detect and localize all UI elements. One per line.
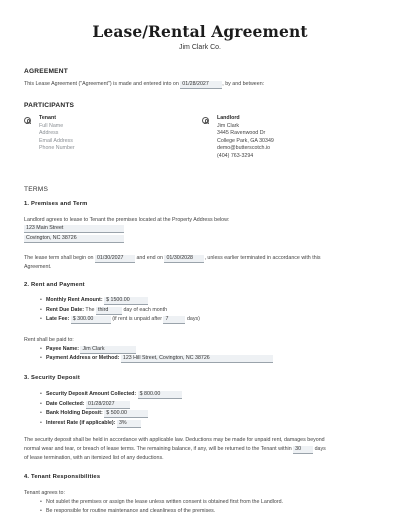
property-address-line1-row [24,225,124,233]
property-address-line2[interactable]: Covington, NC 38726 [24,235,124,243]
section-1-heading: 1. Premises and Term [24,201,88,207]
participants-heading: PARTICIPANTS [24,102,75,109]
payment-address-row: • Payment Address or Method: 123 Hill Street, Covington, NC 38726 [46,355,273,363]
landlord-name: Jim Clark [217,122,240,129]
tenant-full-name-field[interactable]: Full Name [39,122,64,129]
tenant-responsibility-item: • Be responsible for routine maintenance and cleanliness of the premises. [46,508,215,515]
tenant-address-field[interactable]: Address [39,130,59,136]
bank-deposit-field[interactable]: $ 500.00 [104,410,148,418]
lease-start-date-field[interactable]: 01/30/2027 [95,255,135,263]
date-collected-row: • Date Collected: 01/28/2027 [46,401,130,409]
section-4-heading: 4. Tenant Responsibilities [24,474,101,480]
deposit-amount-row: • Security Deposit Amount Collected: $ 800.00 [46,391,182,399]
interest-rate-row: • Interest Rate (if applicable): 3% [46,420,141,428]
document-title: Lease/Rental Agreement [92,22,308,41]
landlord-person-icon [202,117,209,124]
lease-term-end: Agreement. [24,263,52,270]
terms-heading: TERMS [24,186,49,193]
agreement-heading: AGREEMENT [24,68,68,75]
monthly-rent-row: • Monthly Rent Amount: $ 1500.00 [46,297,148,305]
payee-row: • Payee Name: Jim Clark [46,346,136,354]
return-days-field[interactable]: 30 [293,446,313,454]
agreement-text: This Lease Agreement ("Agreement") is made and entered into on 01/28/2027 , by and between: [24,81,265,87]
landlord-role: Landlord [217,115,240,121]
payee-name-field[interactable]: Jim Clark [80,346,136,354]
late-fee-days-field[interactable]: 7 [163,316,185,324]
late-fee-field[interactable]: $ 300.00 [71,316,111,324]
tenant-agrees-intro: Tenant agrees to: [24,490,65,496]
payment-address-field[interactable]: 123 Hill Street, Covington, NC 38726 [121,355,273,363]
deposit-amount-field[interactable]: $ 800.00 [138,391,182,399]
rent-due-row: • Rent Due Date: The third day of each month [46,307,167,315]
interest-rate-field[interactable]: 3% [117,420,141,428]
lease-term-text: The lease term shall begin on 01/30/2027 and end on 01/30/2028 , unless earlier terminated in accordance with this [24,255,321,261]
monthly-rent-field[interactable]: $ 1500.00 [104,297,148,305]
lease-end-date-field[interactable]: 01/30/2028 [164,255,204,263]
section-3-heading: 3. Security Deposit [24,375,80,381]
rent-paid-to: Rent shall be paid to: [24,337,74,343]
deposit-paragraph-line3: of lease termination, with an itemized list of any deductions. [24,454,164,461]
bank-deposit-row: • Bank Holding Deposit: $ 500.00 [46,410,148,418]
landlord-email: demo@butterscotch.io [217,145,271,151]
property-address-line2-row [24,235,124,243]
tenant-phone-field[interactable]: Phone Number [39,145,75,151]
rent-due-day-field[interactable]: third [96,307,122,315]
tenant-responsibility-item: • Not sublet the premises or assign the lease unless written consent is obtained first from the Landlord. [46,499,283,506]
agreement-date-field[interactable]: 01/28/2027 [180,81,222,89]
tenant-email-field[interactable]: Email Address [39,137,73,144]
landlord-phone: (404) 763-3294 [217,152,254,159]
section-2-heading: 2. Rent and Payment [24,282,85,288]
company-name: Jim Clark Co. [178,44,221,51]
landlord-street: 3445 Ravenwood Dr [217,130,266,136]
premises-intro: Landlord agrees to lease to Tenant the premises located at the Property Address below: [24,217,230,223]
tenant-role: Tenant [39,115,56,121]
deposit-paragraph-line2: normal wear and tear, or breach of lease terms. The remaining balance, if any, will be returned to the Tenant within 30 days [24,445,326,452]
property-address-line1[interactable]: 123 Main Street [24,225,124,233]
landlord-city: College Park, GA 30349 [217,137,274,144]
tenant-person-icon [24,117,31,124]
deposit-paragraph-line1: The security deposit shall be held in accordance with applicable law. Deductions may be made for unpaid rent, damages beyond [24,437,325,443]
late-fee-row: • Late Fee: $ 300.00 (if rent is unpaid after 7 days) [46,316,200,324]
date-collected-field[interactable]: 01/28/2027 [86,401,130,409]
